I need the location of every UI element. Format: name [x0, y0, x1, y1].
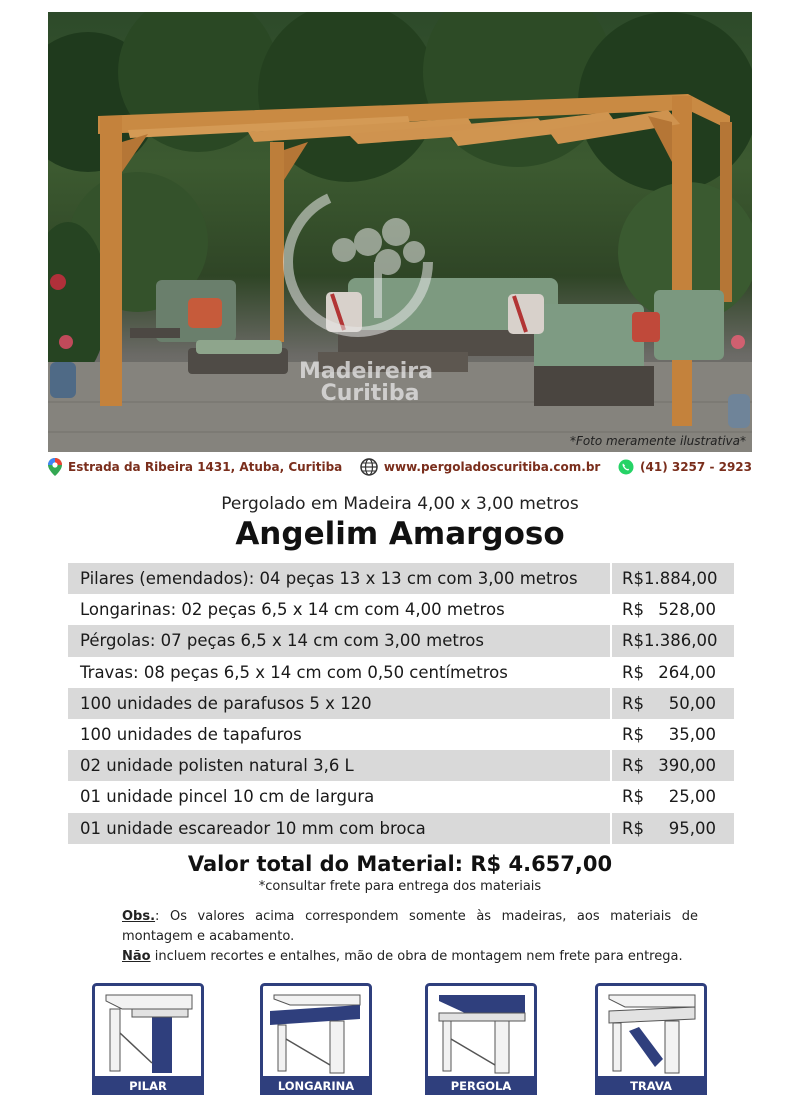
pergola-photo	[48, 12, 752, 452]
diagram-trava	[595, 983, 707, 1095]
item-description: 02 unidade polisten natural 3,6 L	[68, 750, 612, 781]
item-description: 100 unidades de tapafuros	[68, 719, 612, 750]
table-row	[68, 594, 734, 625]
table-row	[68, 563, 734, 594]
item-amount: 95,00	[668, 818, 716, 838]
item-amount: 50,00	[668, 693, 716, 713]
item-currency: R$	[622, 787, 644, 807]
diagram-label: LONGARINA	[277, 1079, 355, 1093]
obs-line-2	[122, 947, 698, 967]
price-table	[68, 563, 734, 844]
item-description: 100 unidades de parafusos 5 x 120	[68, 688, 612, 719]
diagram-pilar	[92, 983, 204, 1095]
table-row	[68, 781, 734, 812]
item-amount: 528,00	[658, 600, 716, 620]
diagram-pergola	[425, 983, 537, 1095]
total-value: Valor total do Material: R$ 4.657,00	[187, 852, 613, 876]
website-text[interactable]: www.pergoladoscuritiba.com.br	[383, 460, 601, 474]
address-text: Estrada da Ribeira 1431, Atuba, Curitiba	[68, 460, 343, 474]
photo-caption: *Foto meramente ilustrativa*	[569, 434, 746, 448]
item-currency: R$	[622, 725, 644, 745]
item-currency: R$	[622, 818, 644, 838]
item-amount: 1.386,00	[644, 631, 718, 651]
item-amount: 35,00	[668, 725, 716, 745]
whatsapp-icon	[618, 459, 634, 475]
diagram-label: TRAVA	[630, 1079, 672, 1093]
map-pin-icon	[48, 458, 62, 476]
table-row	[68, 719, 734, 750]
nao-text: incluem recortes e entalhes, mão de obra de montagem nem frete para entrega.	[150, 949, 683, 964]
globe-icon	[360, 458, 378, 476]
obs-label: Obs.	[122, 909, 156, 924]
item-description: Travas: 08 peças 6,5 x 14 cm com 0,50 centímetros	[68, 657, 612, 688]
contact-bar	[48, 456, 752, 478]
page-subtitle: Pergolado em Madeira 4,00 x 3,00 metros	[221, 494, 579, 514]
item-currency: R$	[622, 600, 644, 620]
item-amount: 390,00	[658, 756, 716, 776]
item-currency: R$	[622, 631, 644, 651]
diagram-longarina	[260, 983, 372, 1095]
phone[interactable]	[618, 459, 752, 475]
item-description: 01 unidade escareador 10 mm com broca	[68, 813, 612, 844]
watermark-line2: Curitiba	[320, 381, 420, 406]
website[interactable]	[360, 458, 600, 476]
observations	[122, 907, 698, 967]
page-title: Angelim Amargoso	[235, 516, 565, 552]
item-description: 01 unidade pincel 10 cm de largura	[68, 781, 612, 812]
table-row	[68, 657, 734, 688]
item-currency: R$	[622, 569, 644, 589]
component-diagrams	[92, 983, 714, 1097]
obs-line-1	[122, 907, 698, 947]
watermark-line1: Madeireira	[299, 359, 433, 384]
freight-note: *consultar frete para entrega dos materiais	[258, 879, 542, 894]
pergola-illustration	[48, 12, 752, 452]
table-row	[68, 813, 734, 844]
item-currency: R$	[622, 662, 644, 682]
obs-text: : Os valores acima correspondem somente às madeiras, aos materiais de montagem e acabamento.	[122, 909, 698, 944]
item-currency: R$	[622, 693, 644, 713]
nao-label: Não	[122, 949, 151, 964]
table-row	[68, 750, 734, 781]
item-description: Pilares (emendados): 04 peças 13 x 13 cm com 3,00 metros	[68, 563, 612, 594]
item-currency: R$	[622, 756, 644, 776]
table-row	[68, 625, 734, 656]
item-description: Longarinas: 02 peças 6,5 x 14 cm com 4,00 metros	[68, 594, 612, 625]
phone-text[interactable]: (41) 3257 - 2923	[640, 460, 752, 474]
item-amount: 264,00	[658, 662, 716, 682]
diagram-label: PERGOLA	[450, 1079, 512, 1093]
item-amount: 25,00	[668, 787, 716, 807]
table-row	[68, 688, 734, 719]
address	[48, 458, 342, 476]
diagram-label: PILAR	[129, 1079, 167, 1093]
item-description: Pérgolas: 07 peças 6,5 x 14 cm com 3,00 metros	[68, 625, 612, 656]
item-amount: 1.884,00	[644, 569, 718, 589]
